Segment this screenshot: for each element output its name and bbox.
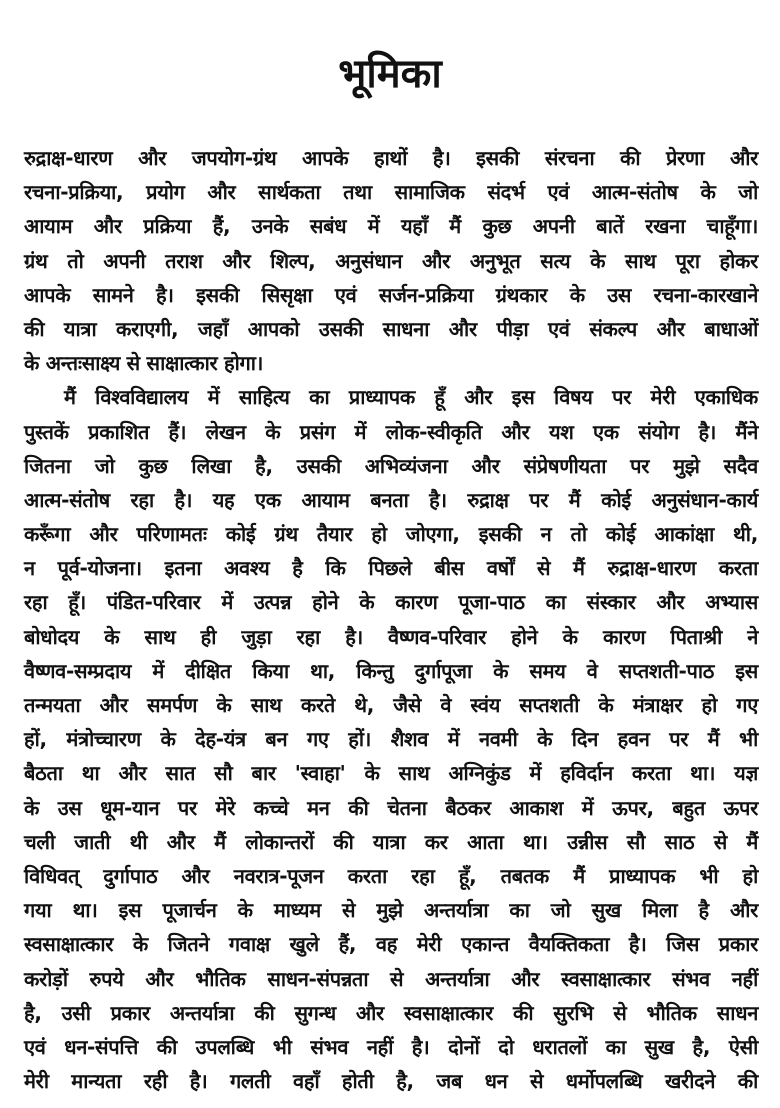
text-line: रुद्राक्ष-धारण और जपयोग-ग्रंथ आपके हाथों है। इसकी संरचना की प्रेरणा और bbox=[24, 146, 758, 170]
text-line: विधिवत् दुर्गापाठ और नवरात्र-पूजन करता रहा हूँ, तबतक मैं प्राध्यापक भी हो bbox=[24, 863, 758, 888]
text-line: हों, मंत्रोच्चारण के देह-यंत्र बन गए हों। शैशव में नवमी के दिन हवन पर मैं भी bbox=[24, 727, 758, 752]
text-line: बैठता था और सात सौ बार 'स्वाहा' के साथ अग्निकुंड में हविर्दान करता था। यज्ञ bbox=[24, 761, 758, 786]
text-line: करूँगा और परिणामतः कोई ग्रंथ तैयार हो जोएगा, इसकी न तो कोई आकांक्षा थी, bbox=[24, 522, 758, 547]
text-line: वैष्णव-सम्प्रदाय में दीक्षित किया था, किन्तु दुर्गापूजा के समय वे सप्तशती-पाठ इस bbox=[24, 658, 758, 683]
text-line: रचना-प्रक्रिया, प्रयोग और सार्थकता तथा सामाजिक संदर्भ एवं आत्म-संतोष के जो bbox=[24, 180, 758, 205]
body-text bbox=[24, 141, 758, 1098]
text-line: गया था। इस पूजार्चन के माध्यम से मुझे अन्तर्यात्रा का जो सुख मिला है और bbox=[24, 898, 758, 923]
text-line: न पूर्व-योजना। इतना अवश्य है कि पिछले बीस वर्षों से मैं रुद्राक्ष-धारण करता bbox=[24, 556, 758, 581]
text-line: बोधोदय के साथ ही जुड़ा रहा है। वैष्णव-परिवार होने के कारण पिताश्री ने bbox=[24, 624, 758, 649]
text-line: मेरी मान्यता रही है। गलती वहाँ होती है, जब धन से धर्मोपलब्धि खरीदने की bbox=[24, 1069, 758, 1094]
text-line: आयाम और प्रक्रिया हैं, उनके सबंध में यहाँ मैं कुछ अपनी बातें रखना चाहूँगा। bbox=[24, 214, 758, 239]
text-line: जितना जो कुछ लिखा है, उसकी अभिव्यंजना और संप्रेषणीयता पर मुझे सदैव bbox=[24, 453, 758, 478]
text-line: तन्मयता और समर्पण के साथ करते थे, जैसे वे स्वंय सप्तशती के मंत्राक्षर हो गए bbox=[24, 693, 758, 717]
text-line: रहा हूँ। पंडित-परिवार में उत्पन्न होने के कारण पूजा-पाठ का संस्कार और अभ्यास bbox=[24, 590, 758, 615]
text-line: की यात्रा कराएगी, जहाँ आपको उसकी साधना और पीड़ा एवं संकल्प और बाधाओं bbox=[24, 316, 758, 341]
page-title: भूमिका bbox=[338, 51, 442, 97]
text-line: पुस्तकें प्रकाशित हैं। लेखन के प्रसंग में लोक-स्वीकृति और यश एक संयोग है। मैंने bbox=[24, 419, 758, 444]
text-line: के अन्तःसाक्ष्य से साक्षात्कार होगा। bbox=[24, 351, 263, 376]
text-line: एवं धन-संपत्ति की उपलब्धि भी संभव नहीं है। दोनों दो धरातलों का सुख है, ऐसी bbox=[24, 1034, 758, 1059]
text-line: करोड़ों रुपये और भौतिक साधन-संपन्नता से अन्तर्यात्रा और स्वसाक्षात्कार संभव नहीं bbox=[24, 966, 758, 991]
text-line: ग्रंथ तो अपनी तराश और शिल्प, अनुसंधान और अनुभूत सत्य के साथ पूरा होकर bbox=[24, 248, 758, 273]
text-line: चली जाती थी और मैं लोकान्तरों की यात्रा कर आता था। उन्नीस सौ साठ से मैं bbox=[24, 829, 758, 854]
text-line: मैं विश्वविद्यालय में साहित्य का प्राध्यापक हूँ और इस विषय पर मेरी एकाधिक bbox=[64, 385, 758, 410]
text-line: है, उसी प्रकार अन्तर्यात्रा की सुगन्ध और स्वसाक्षात्कार की सुरभि से भौतिक साधन bbox=[24, 1000, 758, 1025]
text-line: आत्म-संतोष रहा है। यह एक आयाम बनता है। रुद्राक्ष पर मैं कोई अनुसंधान-कार्य bbox=[24, 487, 758, 512]
text-line: स्वसाक्षात्कार के जितने गवाक्ष खुले हैं, वह मेरी एकान्त वैयक्तिकता है। जिस प्रकार bbox=[24, 932, 758, 957]
text-line: आपके सामने है। इसकी सिसृक्षा एवं सर्जन-प्रक्रिया ग्रंथकार के उस रचना-कारखाने bbox=[24, 282, 758, 307]
text-line: के उस धूम-यान पर मेरे कच्चे मन की चेतना बैठकर आकाश में ऊपर, बहुत ऊपर bbox=[24, 795, 758, 820]
